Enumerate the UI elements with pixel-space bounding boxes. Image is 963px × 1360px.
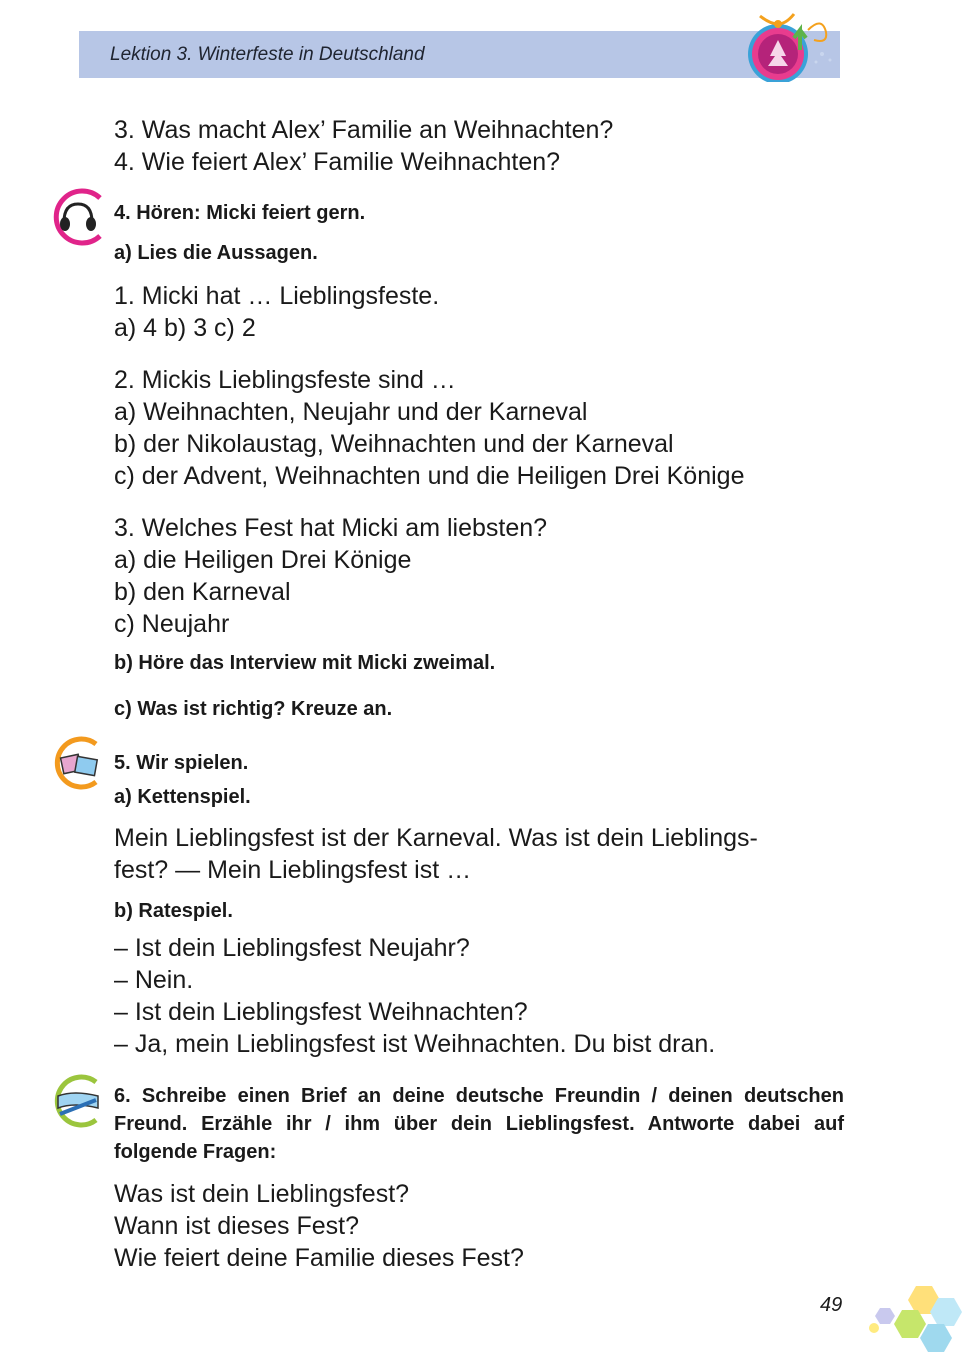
- task5-dialog-2: – Nein.: [114, 966, 194, 994]
- task4-sub-c: c) Was ist richtig? Kreuze an.: [114, 698, 393, 720]
- game-cards-icon: [50, 736, 106, 790]
- task4-heading: 4. Hören: Micki feiert gern.: [114, 202, 366, 224]
- task4-q2: 2. Mickis Lieblingsfeste sind …: [114, 366, 456, 394]
- headphones-icon: [50, 188, 108, 246]
- intro-question-3: 3. Was macht Alex’ Familie an Weihnachten?: [114, 116, 614, 144]
- task4-q2-option-c: c) der Advent, Weihnachten und die Heiligen Drei Könige: [114, 462, 745, 490]
- task6-question-1: Was ist dein Lieblingsfest?: [114, 1180, 410, 1208]
- page-number: 49: [820, 1294, 843, 1316]
- pen-book-icon: [50, 1074, 106, 1128]
- task4-q1-options: a) 4 b) 3 c) 2: [114, 314, 256, 342]
- task4-q3-option-a: a) die Heiligen Drei Könige: [114, 546, 412, 574]
- task4-q2-option-b: b) der Nikolaustag, Weihnachten und der Karneval: [114, 430, 674, 458]
- task5-dialog-3: – Ist dein Lieblingsfest Weihnachten?: [114, 998, 528, 1026]
- task4-q2-option-a: a) Weihnachten, Neujahr und der Karneval: [114, 398, 588, 426]
- lesson-title: Lektion 3. Winterfeste in Deutschland: [110, 44, 425, 65]
- task5-heading: 5. Wir spielen.: [114, 752, 249, 774]
- task5-chain-line-2: fest? — Mein Lieblingsfest ist …: [114, 856, 472, 884]
- task5-chain-line-1: Mein Lieblingsfest ist der Karneval. Was ist dein Lieblings-: [114, 824, 758, 852]
- intro-question-4: 4. Wie feiert Alex’ Familie Weihnachten?: [114, 148, 561, 176]
- task4-sub-b: b) Höre das Interview mit Micki zweimal.: [114, 652, 496, 674]
- task6-question-2: Wann ist dieses Fest?: [114, 1212, 360, 1240]
- task6-question-3: Wie feiert deine Familie dieses Fest?: [114, 1244, 524, 1272]
- task4-q3: 3. Welches Fest hat Micki am liebsten?: [114, 514, 548, 542]
- task4-q1: 1. Micki hat … Lieblingsfeste.: [114, 282, 440, 310]
- task5-dialog-1: – Ist dein Lieblingsfest Neujahr?: [114, 934, 470, 962]
- task4-q3-option-c: c) Neujahr: [114, 610, 230, 638]
- task5-sub-b: b) Ratespiel.: [114, 900, 233, 922]
- task4-q3-option-b: b) den Karneval: [114, 578, 291, 606]
- task5-sub-a: a) Kettenspiel.: [114, 786, 251, 808]
- hexagon-decoration-icon: [866, 1284, 963, 1360]
- task5-dialog-4: – Ja, mein Lieblingsfest ist Weihnachten. Du bist dran.: [114, 1030, 716, 1058]
- christmas-ornament-icon: [742, 10, 838, 82]
- task6-instruction: 6. Schreibe einen Brief an deine deutsche Freundin / deinen deutschen Freund. Erzähle ihr / ihm über dein Lieblingsfest. Antworte dabei auf folgende Fragen:: [114, 1085, 844, 1163]
- task4-sub-a: a) Lies die Aussagen.: [114, 242, 318, 264]
